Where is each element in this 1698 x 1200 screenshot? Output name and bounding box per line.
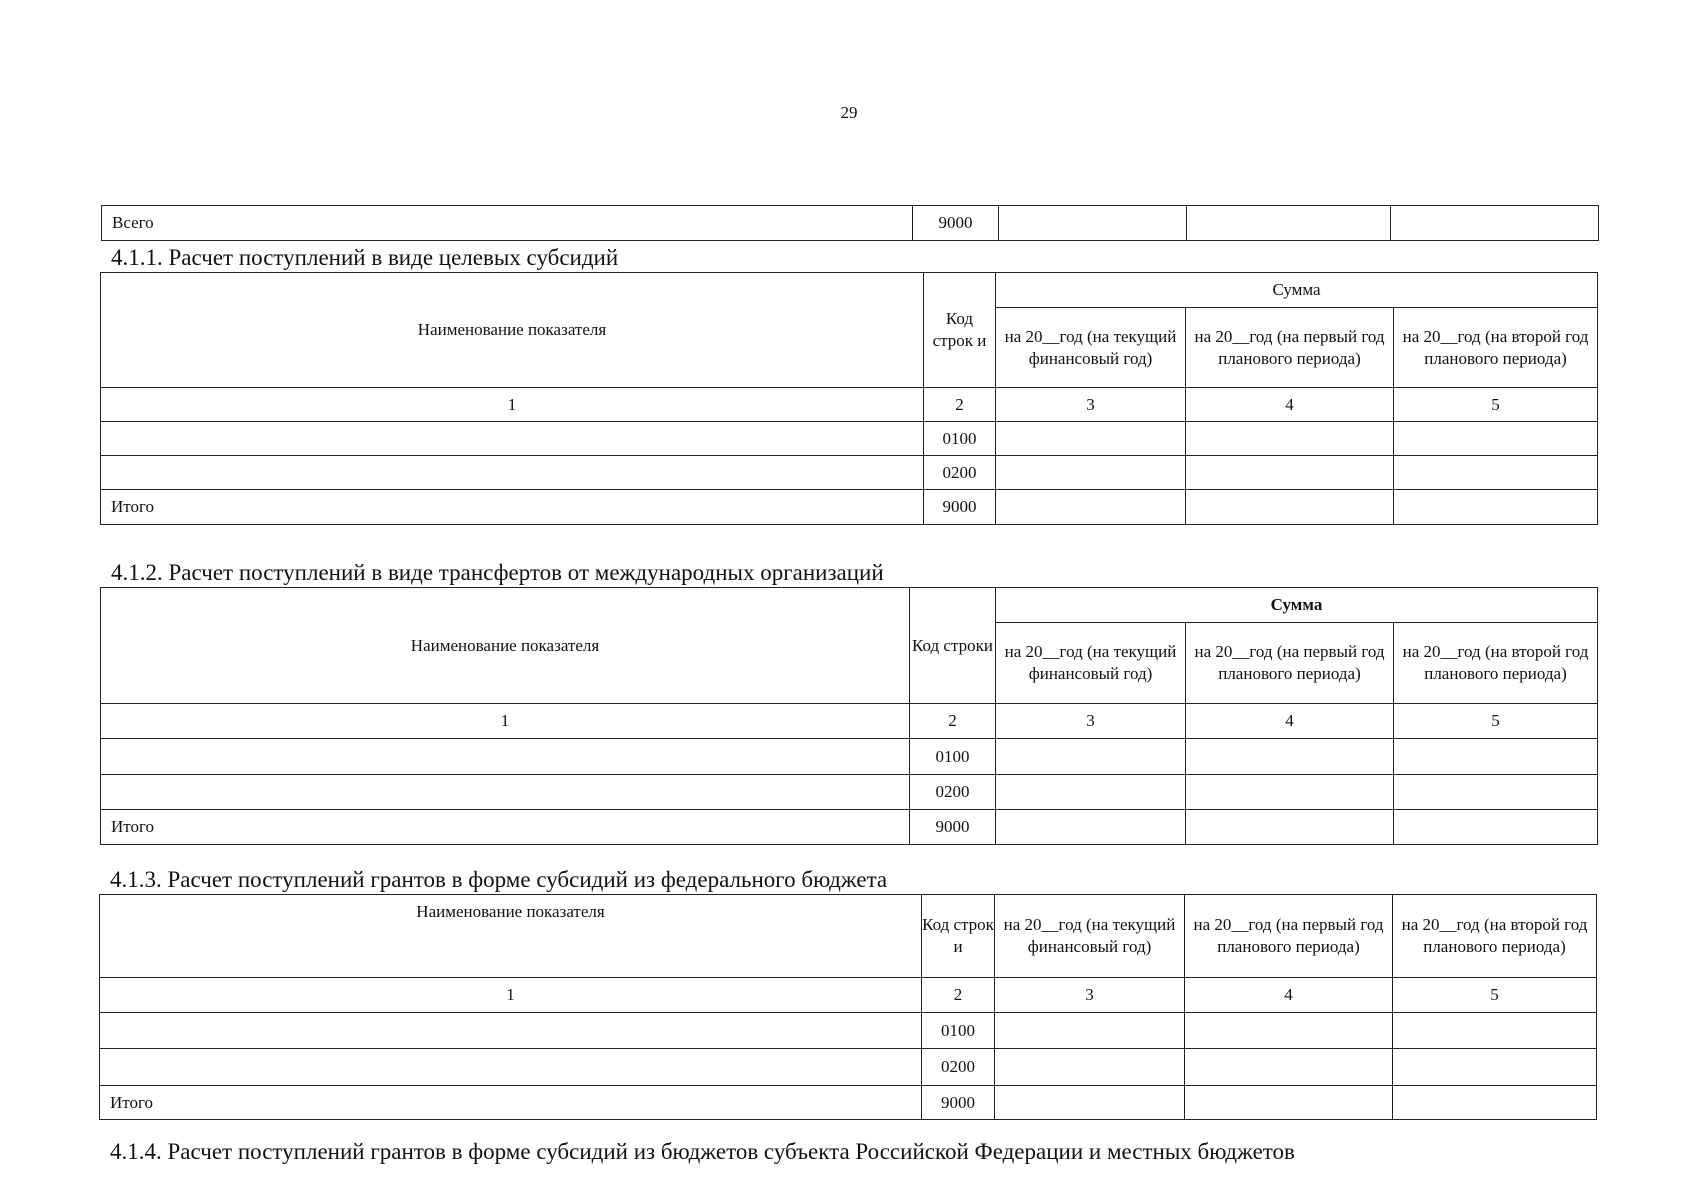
top-total-table-wrap — [101, 205, 1598, 241]
value-cell[interactable] — [996, 490, 1186, 525]
column-number: 3 — [996, 704, 1186, 739]
row-code: 0100 — [924, 422, 996, 456]
column-number: 5 — [1394, 704, 1598, 739]
header-col5: на 20__год (на второй год планового периода) — [1394, 623, 1598, 704]
section-title-4-1-4: 4.1.4. Расчет поступлений грантов в форме субсидий из бюджетов субъекта Российской Федерации и местных бюджетов — [110, 1139, 1295, 1164]
value-cell[interactable] — [995, 1013, 1185, 1049]
column-number: 1 — [101, 704, 910, 739]
row-code: 0200 — [924, 456, 996, 490]
value-cell[interactable] — [996, 422, 1186, 456]
table-4-1-2 — [100, 587, 1598, 845]
top-total-code: 9000 — [913, 206, 999, 241]
name-cell[interactable] — [101, 775, 910, 810]
column-number: 2 — [910, 704, 996, 739]
header-code: Код строки — [910, 588, 996, 704]
header-col3: на 20__год (на текущий финансовый год) — [996, 308, 1186, 388]
value-cell[interactable] — [1394, 810, 1598, 845]
header-code: Код строк и — [924, 273, 996, 388]
value-cell[interactable] — [996, 739, 1186, 775]
column-number: 4 — [1186, 388, 1394, 422]
section-4-1-1 — [100, 244, 1597, 525]
name-cell[interactable] — [100, 1049, 922, 1086]
column-number: 2 — [922, 978, 995, 1013]
value-cell[interactable] — [1185, 1013, 1393, 1049]
value-cell[interactable] — [1186, 422, 1394, 456]
total-label: Итого — [101, 810, 910, 845]
column-number: 4 — [1186, 704, 1394, 739]
header-name: Наименование показателя — [100, 895, 922, 978]
name-cell[interactable] — [101, 422, 924, 456]
row-code: 0100 — [910, 739, 996, 775]
name-cell[interactable] — [101, 456, 924, 490]
value-cell[interactable] — [999, 206, 1187, 241]
header-col3: на 20__год (на текущий финансовый год) — [995, 895, 1185, 978]
value-cell[interactable] — [1186, 490, 1394, 525]
header-sum: Сумма — [996, 588, 1598, 623]
value-cell[interactable] — [1394, 775, 1598, 810]
column-number: 5 — [1393, 978, 1597, 1013]
column-number: 4 — [1185, 978, 1393, 1013]
total-code: 9000 — [922, 1086, 995, 1120]
header-col4: на 20__год (на первый год планового периода) — [1186, 623, 1394, 704]
value-cell[interactable] — [1391, 206, 1599, 241]
value-cell[interactable] — [1186, 456, 1394, 490]
header-name: Наименование показателя — [101, 273, 924, 388]
value-cell[interactable] — [1185, 1049, 1393, 1086]
header-sum: Сумма — [996, 273, 1598, 308]
total-code: 9000 — [910, 810, 996, 845]
row-code: 0200 — [910, 775, 996, 810]
total-label: Итого — [100, 1086, 922, 1120]
value-cell[interactable] — [1186, 810, 1394, 845]
column-number: 1 — [100, 978, 922, 1013]
header-name: Наименование показателя — [101, 588, 910, 704]
top-total-label: Всего — [102, 206, 913, 241]
column-number: 3 — [995, 978, 1185, 1013]
section-title-4-1-1: 4.1.1. Расчет поступлений в виде целевых субсидий — [111, 245, 619, 270]
top-total-table — [101, 205, 1599, 241]
header-col5: на 20__год (на второй год планового периода) — [1394, 308, 1598, 388]
header-code: Код строк и — [922, 895, 995, 978]
section-title-4-1-2: 4.1.2. Расчет поступлений в виде трансфертов от международных организаций — [111, 560, 884, 585]
table-4-1-3 — [99, 894, 1597, 1120]
name-cell[interactable] — [101, 739, 910, 775]
section-title-4-1-3: 4.1.3. Расчет поступлений грантов в форме субсидий из федерального бюджета — [110, 867, 888, 892]
section-4-1-2 — [100, 559, 1597, 845]
value-cell[interactable] — [996, 775, 1186, 810]
value-cell[interactable] — [1394, 456, 1598, 490]
value-cell[interactable] — [995, 1049, 1185, 1086]
value-cell[interactable] — [1393, 1049, 1597, 1086]
value-cell[interactable] — [1186, 775, 1394, 810]
value-cell[interactable] — [1393, 1013, 1597, 1049]
value-cell[interactable] — [1185, 1086, 1393, 1120]
value-cell[interactable] — [995, 1086, 1185, 1120]
section-4-1-4 — [99, 1138, 1596, 1166]
value-cell[interactable] — [1394, 739, 1598, 775]
row-code: 0100 — [922, 1013, 995, 1049]
value-cell[interactable] — [1394, 490, 1598, 525]
column-number: 2 — [924, 388, 996, 422]
name-cell[interactable] — [100, 1013, 922, 1049]
total-label: Итого — [101, 490, 924, 525]
value-cell[interactable] — [996, 456, 1186, 490]
value-cell[interactable] — [1187, 206, 1391, 241]
value-cell[interactable] — [996, 810, 1186, 845]
row-code: 0200 — [922, 1049, 995, 1086]
total-code: 9000 — [924, 490, 996, 525]
header-col3: на 20__год (на текущий финансовый год) — [996, 623, 1186, 704]
value-cell[interactable] — [1394, 422, 1598, 456]
value-cell[interactable] — [1186, 739, 1394, 775]
column-number: 3 — [996, 388, 1186, 422]
section-4-1-3 — [99, 866, 1596, 1120]
page-number: 29 — [840, 103, 858, 122]
header-col4: на 20__год (на первый год планового периода) — [1186, 308, 1394, 388]
header-col5: на 20__год (на второй год планового периода) — [1393, 895, 1597, 978]
table-4-1-1 — [100, 272, 1598, 525]
header-col4: на 20__год (на первый год планового периода) — [1185, 895, 1393, 978]
column-number: 5 — [1394, 388, 1598, 422]
value-cell[interactable] — [1393, 1086, 1597, 1120]
column-number: 1 — [101, 388, 924, 422]
